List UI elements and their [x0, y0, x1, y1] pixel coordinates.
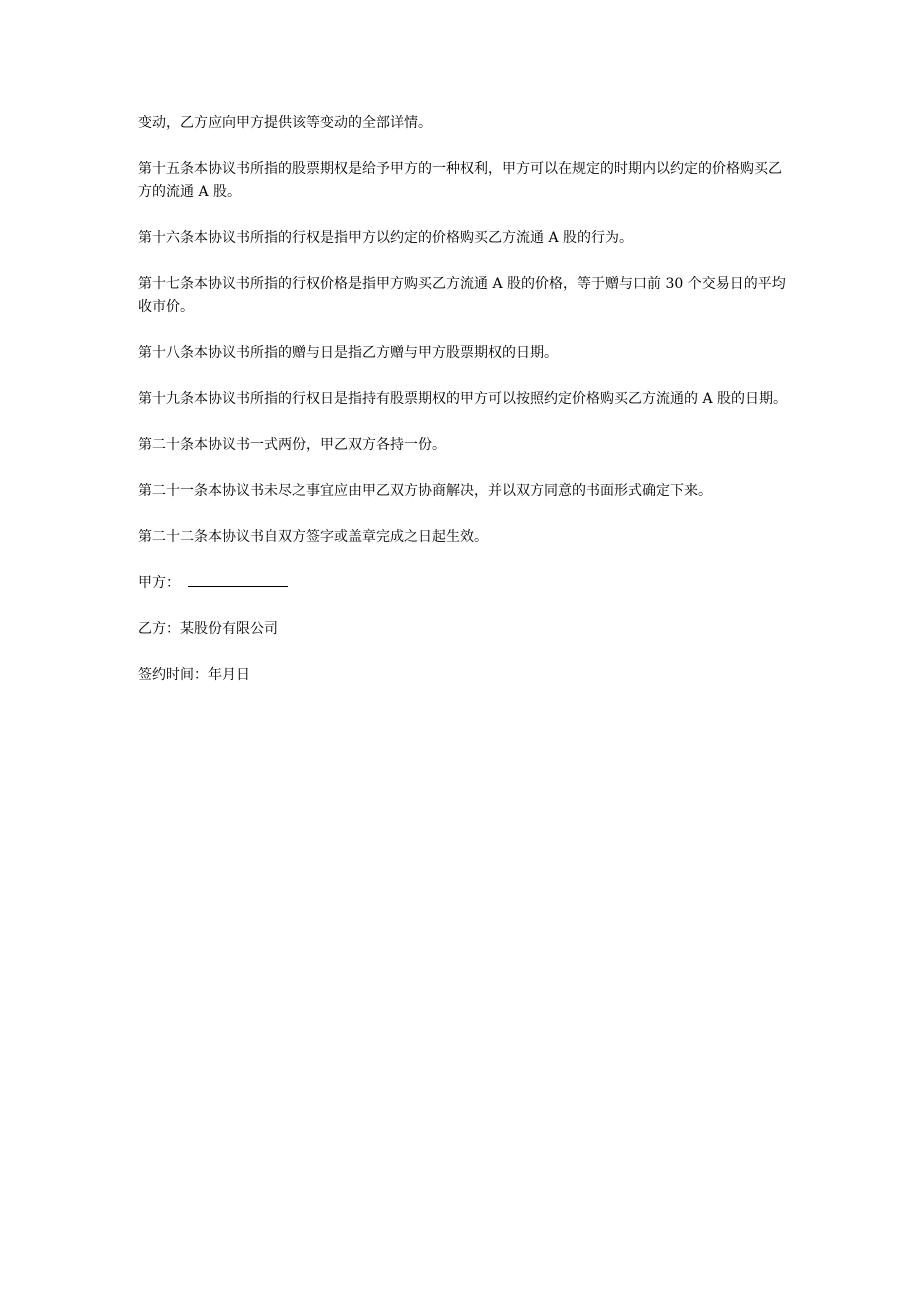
party-b: 乙方：某股份有限公司 [138, 621, 278, 637]
paragraph-continuation: 变动，乙方应向甲方提供该等变动的全部详情。 [138, 115, 432, 131]
document-body [138, 112, 788, 710]
article-19: 第十九条本协议书所指的行权日是指持有股票期权的甲方可以按照约定价格购买乙方流通的 A 股的日期。 [138, 391, 788, 407]
article-20: 第二十条本协议书一式两份，甲乙双方各持一份。 [138, 437, 446, 453]
article-22: 第二十二条本协议书自双方签字或盖章完成之日起生效。 [138, 529, 488, 545]
article-17: 第十七条本协议书所指的行权价格是指甲方购买乙方流通 A 股的价格，等于赠与口前 30 个交易日的平均收市价。 [138, 276, 786, 315]
article-21: 第二十一条本协议书未尽之事宜应由甲乙双方协商解决，并以双方同意的书面形式确定下来。 [138, 483, 712, 499]
article-18: 第十八条本协议书所指的赠与日是指乙方赠与甲方股票期权的日期。 [138, 345, 558, 361]
signing-time: 签约时间：年月日 [138, 667, 250, 683]
party-a-label: 甲方： [138, 575, 180, 591]
signature-blank-line [188, 572, 288, 587]
party-a-signature [138, 572, 788, 595]
article-16: 第十六条本协议书所指的行权是指甲方以约定的价格购买乙方流通 A 股的行为。 [138, 230, 634, 246]
article-15: 第十五条本协议书所指的股票期权是给予甲方的一种权利，甲方可以在规定的时期内以约定的价格购买乙方的流通 A 股。 [138, 161, 782, 200]
